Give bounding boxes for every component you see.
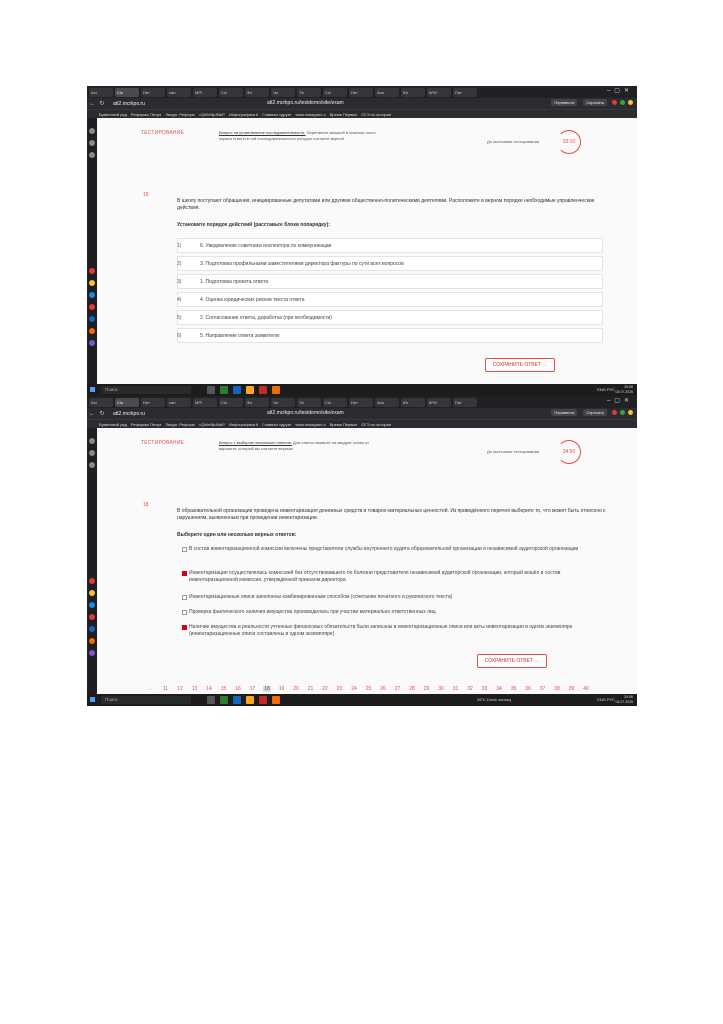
bookmark[interactable]: Время Первые [329,421,358,427]
hint-text: Для ответа нажмите на квадрат слева от варианта, который вы считаете верным. [219,440,369,451]
browser-tab[interactable]: Юг [401,398,425,407]
task-view-icon[interactable] [207,696,215,704]
task-view-icon[interactable] [207,386,215,394]
option-index: 2) [177,261,182,267]
countdown-timer: 33:10 [557,130,581,154]
browser-tab[interactable]: МРІ [193,398,217,407]
browser-tab[interactable]: Сlo [219,88,243,97]
save-answer-button[interactable]: СОХРАНИТЬ ОТВЕТ → [477,654,547,668]
choice-text: Инвентаризация осуществлялась комиссией без отсутствовавшего по болезни представителя независимой аудиторской организации, который вошёл в состав инвентаризационной комиссии, утверждённой приказом директора [189,570,561,583]
address-bar [87,408,637,419]
option-text: 4. Оценка юридических рисков текста ответа [200,297,305,303]
windows-start-icon[interactable] [90,697,95,702]
window-controls-icon[interactable]: –▢✕ [606,88,633,94]
windows-taskbar [87,694,637,706]
apps-icon[interactable] [89,462,95,468]
window-controls-icon[interactable]: –▢✕ [606,398,633,404]
bookmark[interactable]: www.instagram.c [295,421,326,427]
pager-item[interactable]: 17 [249,686,256,692]
countdown-timer: 34:50 [557,440,581,464]
checkbox[interactable] [182,595,187,600]
browser-tab[interactable]: Сlo [323,88,347,97]
question-pager [147,686,590,692]
bookmark[interactable]: ОГЭ по истории [361,421,392,427]
pager-item[interactable]: 28 [409,686,415,692]
checkbox-checked[interactable] [182,625,187,630]
pager-item[interactable]: 19 [278,686,285,692]
app-icon[interactable] [89,316,95,322]
browser-tab[interactable]: Ахг [89,398,113,407]
address-bar [87,98,637,109]
history-icon[interactable] [89,438,95,444]
pager-item[interactable]: 40 [583,686,589,692]
bookmark[interactable]: Ликург. Реформ [165,421,195,427]
question-hint [219,130,379,141]
option-text: 3. Подготовка профильными заместителями директора фактуры по сути всех вопросов [200,261,404,267]
answer-choice[interactable] [189,546,609,553]
question-instruction: Выберите один или несколько верных ответов: [177,532,297,538]
taskbar-search[interactable]: Поиск [101,696,191,704]
back-icon[interactable]: ← [89,100,95,107]
checkbox[interactable] [182,610,187,615]
browser-tab[interactable]: сан [167,398,191,407]
pager-item[interactable]: 13 [191,686,198,692]
order-option[interactable] [177,238,603,253]
timer-label: До окончания тестирования [487,139,540,144]
browser-tab[interactable]: ТА [297,398,321,407]
app-icon[interactable] [89,650,95,656]
browser-sidebar [87,428,97,694]
bookmark[interactable]: Главная «друзе [262,111,292,117]
choice-text: В состав инвентаризационной комиссии включены представители службы внутреннего аудита образовательной организации и независимой аудиторской организации [189,546,579,552]
pager-item[interactable]: 24 [351,686,357,692]
pager-item[interactable]: 27 [394,686,401,692]
browser-icon[interactable] [272,696,280,704]
language-indicator[interactable]: ENG РУС [597,697,615,702]
bookmark[interactable]: Инфографика 6 [228,421,259,427]
pager-item[interactable]: 25 [365,686,372,692]
pager-item[interactable]: 12 [177,686,183,692]
app-icon[interactable] [89,268,95,274]
extension-icon[interactable] [620,100,625,105]
browser-tab[interactable]: Пат [453,398,477,407]
browser-tab[interactable]: Нет [141,88,165,97]
reload-icon[interactable]: ↻ [99,411,105,417]
browser-tab-strip [87,396,637,408]
extension-icon[interactable] [628,410,633,415]
browser-tab[interactable]: Чи [271,398,295,407]
browser-tab[interactable]: Ано [375,398,399,407]
reload-icon[interactable]: ↻ [99,101,105,107]
history-icon[interactable] [89,128,95,134]
app-icon[interactable] [233,696,241,704]
timer-label: До окончания тестирования [487,449,540,454]
pager-item[interactable]: 31 [452,686,459,692]
pager-item[interactable]: 35 [510,686,517,692]
exam-label: ТЕСТИРОВАНИЕ [141,440,185,446]
bookmark[interactable]: Реформы Петра [130,421,162,427]
browser-tab[interactable]: Сlo [323,398,347,407]
order-option[interactable] [177,328,603,343]
answer-choice[interactable] [189,609,609,616]
app-icon[interactable] [89,328,95,334]
browser-tab[interactable]: МРІ [193,88,217,97]
app-icon[interactable] [233,386,241,394]
translate-button[interactable]: Перевести [551,99,577,106]
folder-icon[interactable] [246,386,254,394]
save-answer-button[interactable]: СОХРАНИТЬ ОТВЕТ → [485,358,555,372]
bookmark[interactable]: Время Первые [329,111,358,117]
folder-icon[interactable] [246,696,254,704]
weather-widget[interactable]: 26°C Dovlc zooxsq [477,697,511,702]
exam-page [97,118,637,384]
bookmark[interactable]: Реформы Петра [130,111,162,117]
pager-item[interactable]: 11 [162,686,169,692]
exam-page [97,428,637,694]
pager-prev[interactable]: ← [148,686,154,692]
browser-tab[interactable]: Сlo [115,398,139,407]
browser-tab[interactable]: Юг [401,88,425,97]
clock-time: 20:06 [624,385,633,389]
app-icon[interactable] [259,696,267,704]
pager-item[interactable]: 29 [423,686,430,692]
extension-icon[interactable] [628,100,633,105]
order-option[interactable] [177,310,603,325]
choice-text: Наличие имущества и реальности учтенных финансовых обязательств были записаны в инвентаризационные описи или акты инвентаризации в одном экземпляре (инвентаризационные описи составлены в одном экземпляре) [189,624,573,637]
question-instruction: Установите порядок действий (расставьте блоки попарядку): [177,222,330,228]
clock-time: 20:06 [624,695,633,699]
pager-item[interactable]: 39 [568,686,575,692]
pager-item[interactable]: 26 [380,686,386,692]
app-icon[interactable] [89,602,95,608]
choice-text: Инвентаризационные описи заполнены комбинированным способом (сочетание печатного и рукописного текста) [189,594,453,600]
checkbox-checked[interactable] [182,571,187,576]
pager-item[interactable]: 32 [467,686,473,692]
order-option[interactable] [177,256,603,271]
app-icon[interactable] [89,304,95,310]
edge-icon[interactable] [220,696,228,704]
screenshot-ordering-question [87,86,637,396]
browser-tab[interactable]: Фо [245,88,269,97]
bookmark[interactable]: Ликург. Реформ [165,111,195,117]
pager-item[interactable]: 21 [307,686,314,692]
answer-choice[interactable] [189,570,609,584]
bookmark[interactable]: Буквенный ряд [99,111,127,117]
browser-tab[interactable]: Ано [375,88,399,97]
question-number: 19 [143,192,149,198]
option-text: 5. Направление ответа заявителю [200,333,280,339]
url-path[interactable]: att2.mcrkpo.ru/testdemo/site/exam [267,100,344,106]
pager-item[interactable]: 33 [481,686,488,692]
answer-choice[interactable] [189,624,609,638]
url-host[interactable]: att2.mcrkpo.ru [113,410,145,417]
clock-date: 04.07.2025 [615,389,633,394]
taskbar-clock[interactable] [615,695,633,704]
browser-tab[interactable]: Сlo [115,88,139,97]
answer-choice[interactable] [189,594,609,601]
browser-tab[interactable]: Чи [271,88,295,97]
app-icon[interactable] [89,590,95,596]
extension-icon[interactable] [620,410,625,415]
app-icon[interactable] [259,386,267,394]
taskbar-clock[interactable] [615,385,633,394]
pager-item[interactable]: 34 [496,686,502,692]
pager-item[interactable]: 37 [539,686,546,692]
bookmark[interactable]: Инфографика 6 [228,111,259,117]
checkbox[interactable] [182,547,187,552]
taskbar-search[interactable]: Поиск [101,386,191,394]
pager-item[interactable]: 14 [206,686,212,692]
browser-sidebar [87,118,97,384]
windows-start-icon[interactable] [90,387,95,392]
pager-item[interactable]: 38 [554,686,560,692]
hint-link[interactable]: Вопрос на установление последовательности. [219,130,306,135]
order-option[interactable] [177,292,603,307]
clock-date: 04.07.2025 [615,699,633,704]
app-icon[interactable] [89,340,95,346]
option-index: 1) [177,243,182,249]
app-icon[interactable] [89,626,95,632]
browser-tab[interactable]: КРИ [427,398,451,407]
browser-tab-strip [87,86,637,98]
language-indicator[interactable]: ENG РУС [597,387,615,392]
question-text: В школу поступают обращения, инициированные депутатами или другими общественно-политическими деятелями. Расположите в верном порядке необходимые управленческие действия. [177,198,595,211]
bookmark[interactable]: Главная «друзе [262,421,292,427]
app-icon[interactable] [89,292,95,298]
downloads-icon[interactable] [89,450,95,456]
bookmarks-bar [87,109,637,118]
app-icon[interactable] [89,638,95,644]
option-index: 5) [177,315,182,321]
pager-item[interactable]: 23 [336,686,343,692]
order-option[interactable] [177,274,603,289]
browser-tab[interactable]: Пат [453,88,477,97]
option-index: 6) [177,333,182,339]
ask-button[interactable]: Спросить [583,409,607,416]
browser-tab[interactable]: Нет [349,88,373,97]
browser-tab[interactable]: КРИ [427,88,451,97]
option-text: 1. Подготовка проекта ответа [200,279,269,285]
browser-tab[interactable]: ТА [297,88,321,97]
question-text: В образовательной организации проведена инвентаризация денежных средств и товарно-материальных ценностей. Из приведённого перечня выберите то, что может быть отнесено к нарушениям, выявленным при проведении инвентаризации. [177,508,606,521]
back-icon[interactable]: ← [89,410,95,417]
browser-icon[interactable] [272,386,280,394]
browser-tab[interactable]: Фо [245,398,269,407]
translate-button[interactable]: Перевести [551,409,577,416]
hint-text: Перетяните мышкой в нижнюю часть экрана ответы в той последовательности которую считаете верной. [219,130,376,141]
browser-tab[interactable]: сан [167,88,191,97]
extension-icon[interactable] [612,410,617,415]
option-index: 3) [177,279,182,285]
app-icon[interactable] [89,578,95,584]
exam-label: ТЕСТИРОВАНИЕ [141,130,185,136]
pager-item[interactable]: 15 [220,686,227,692]
bookmark[interactable]: www.instagram.c [295,111,326,117]
bookmark[interactable]: ОГЭ по истории [361,111,392,117]
pager-item[interactable]: 30 [438,686,444,692]
question-hint [219,440,379,451]
bookmark[interactable]: «QWrr5lpINЬР [198,111,225,117]
screenshot-multiple-choice-question [87,396,637,706]
bookmark[interactable]: «QWrr5lpINЬР [198,421,225,427]
url-host[interactable]: att2.mcrkpo.ru [113,100,145,107]
option-text: 2. Согласование ответа, доработка (при необходимости) [200,315,332,321]
question-number: 18 [143,502,149,508]
option-index: 4) [177,297,182,303]
choice-text: Проверка фактического наличия имущества производилась при участии материально ответственных лиц [189,609,436,615]
bookmarks-bar [87,419,637,428]
pager-item[interactable]: 22 [322,686,328,692]
windows-taskbar [87,384,637,396]
apps-icon[interactable] [89,152,95,158]
hint-link[interactable]: Вопрос с выбором нескольких ответов. [219,440,292,445]
url-path[interactable]: att2.mcrkpo.ru/testdemo/site/exam [267,410,344,416]
browser-tab[interactable]: Ахг [89,88,113,97]
extension-icon[interactable] [612,100,617,105]
bookmark[interactable]: Буквенный ряд [99,421,127,427]
pager-item[interactable]: 20 [293,686,299,692]
pager-item[interactable]: 36 [525,686,531,692]
downloads-icon[interactable] [89,140,95,146]
app-icon[interactable] [89,614,95,620]
browser-tab[interactable]: Нет [141,398,165,407]
pager-item-current[interactable]: 18 [264,686,270,692]
edge-icon[interactable] [220,386,228,394]
option-text: 6. Уведомление советника инспектора по коммуникации [200,243,332,249]
browser-tab[interactable]: Сlo [219,398,243,407]
pager-item[interactable]: 16 [235,686,241,692]
app-icon[interactable] [89,280,95,286]
ask-button[interactable]: Спросить [583,99,607,106]
browser-tab[interactable]: Нет [349,398,373,407]
